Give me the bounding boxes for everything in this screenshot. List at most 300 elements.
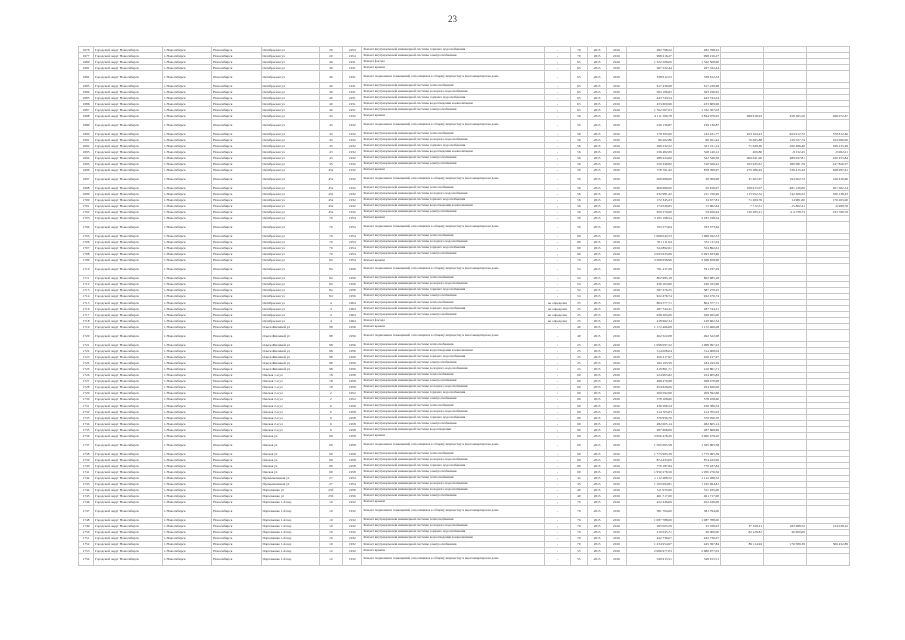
city-cell: г. Новосибирск bbox=[162, 299, 211, 305]
cost-total-cell: 778 791,92 bbox=[626, 167, 673, 173]
wear-value-cell: 69 bbox=[570, 239, 587, 245]
district-cell: Новосибирск bbox=[212, 318, 261, 324]
street-cell: Октябрьская ул bbox=[261, 47, 319, 53]
build-year-cell: 1931 bbox=[343, 107, 362, 113]
city-cell: г. Новосибирск bbox=[162, 251, 211, 257]
work-type-cell: Ремонт внутридомовой инженерной системы холодного водоснабжения bbox=[362, 191, 545, 197]
municipality-cell: Городской округ Новосибирск bbox=[94, 233, 163, 239]
wear-value-cell: 69 bbox=[570, 439, 587, 451]
cost-extra-3-cell: 233 769,76 bbox=[806, 209, 849, 215]
cost-main-cell: 511 935,00 bbox=[673, 487, 720, 493]
district-cell: Новосибирск bbox=[212, 191, 261, 197]
work-type-cell: Ремонт внутридомовой инженерной системы электроснабжения bbox=[362, 378, 545, 384]
area-note-cell: - bbox=[545, 427, 571, 433]
work-type-cell: Ремонт внутридомовой инженерной системы холодного водоснабжения bbox=[362, 409, 545, 415]
end-year-cell: 2016 bbox=[607, 409, 626, 415]
street-cell: Омская ул bbox=[261, 457, 319, 463]
end-year-cell: 2016 bbox=[607, 554, 626, 566]
end-year-cell: 2016 bbox=[607, 197, 626, 203]
end-year-cell: 2016 bbox=[607, 215, 626, 221]
street-cell: Октябрьская ул bbox=[261, 149, 319, 155]
municipality-cell: Городской округ Новосибирск bbox=[94, 360, 163, 366]
cost-extra-1-cell: 71 638,36 bbox=[721, 143, 764, 149]
end-year-cell: 2016 bbox=[607, 324, 626, 330]
house-number-cell: 25б bbox=[319, 493, 343, 499]
district-cell: Новосибирск bbox=[212, 439, 261, 451]
area-note-cell: не определен bbox=[545, 312, 571, 318]
area-note-cell: - bbox=[545, 137, 571, 143]
start-year-cell: 2015 bbox=[587, 306, 606, 312]
start-year-cell: 2015 bbox=[587, 209, 606, 215]
wear-value-cell: 25 bbox=[570, 360, 587, 366]
cost-total-cell: 416 861,71 bbox=[626, 366, 673, 372]
start-year-cell: 2015 bbox=[587, 481, 606, 487]
work-type-cell: Ремонт внутридомовой инженерной системы холодного водоснабжения bbox=[362, 457, 545, 463]
municipality-cell: Городской округ Новосибирск bbox=[94, 475, 163, 481]
cost-total-cell: 1 172 466,08 bbox=[626, 324, 673, 330]
work-type-cell: Ремонт внутридомовой инженерной системы холодного водоснабжения bbox=[362, 523, 545, 529]
capital-repair-table bbox=[78, 46, 850, 604]
build-year-cell: 1932 bbox=[343, 541, 362, 547]
row-number-cell: 1700 bbox=[79, 197, 94, 203]
end-year-cell: 2016 bbox=[607, 523, 626, 529]
cost-extra-2-cell: -2 4 758,73 bbox=[764, 209, 807, 215]
area-note-cell: - bbox=[545, 71, 571, 83]
cost-main-cell: 267 532,44 bbox=[673, 65, 720, 71]
work-type-cell: Ремонт внутридомовой инженерной системы электроснабжения bbox=[362, 360, 545, 366]
cost-extra-2-cell bbox=[764, 71, 807, 83]
street-cell: Октябрьская ул bbox=[261, 65, 319, 71]
start-year-cell: 2015 bbox=[587, 119, 606, 131]
end-year-cell: 2016 bbox=[607, 529, 626, 535]
house-number-cell: 84 bbox=[319, 287, 343, 293]
street-cell: Пархоменко 1-й пер bbox=[261, 529, 319, 535]
street-cell: Октябрьская ул bbox=[261, 59, 319, 65]
build-year-cell: 1932 bbox=[343, 149, 362, 155]
municipality-cell: Городской округ Новосибирск bbox=[94, 251, 163, 257]
cost-total-cell: 482 605,14 bbox=[626, 421, 673, 427]
start-year-cell: 2015 bbox=[587, 191, 606, 197]
house-number-cell: 6 bbox=[319, 427, 343, 433]
build-year-cell: 1954 bbox=[343, 251, 362, 257]
row-number-cell: 1680 bbox=[79, 59, 94, 65]
house-number-cell: 70 bbox=[319, 215, 343, 221]
build-year-cell: 1964 bbox=[343, 318, 362, 324]
area-note-cell: - bbox=[545, 372, 571, 378]
work-type-cell: Ремонт крыши bbox=[362, 167, 545, 173]
end-year-cell: 2016 bbox=[607, 251, 626, 257]
municipality-cell: Городской округ Новосибирск bbox=[94, 378, 163, 384]
cost-main-cell: 436 163,60 bbox=[673, 281, 720, 287]
wear-value-cell: 65 bbox=[570, 82, 587, 88]
cost-total-cell: 338 612,53 bbox=[626, 71, 673, 83]
cost-total-cell: 178 395,60 bbox=[626, 131, 673, 137]
municipality-cell: Городской округ Новосибирск bbox=[94, 402, 163, 408]
end-year-cell: 2016 bbox=[607, 463, 626, 469]
city-cell: г. Новосибирск bbox=[162, 215, 211, 221]
city-cell: г. Новосибирск bbox=[162, 82, 211, 88]
cost-main-cell: 2 686 977,03 bbox=[673, 548, 720, 554]
area-note-cell: - bbox=[545, 433, 571, 439]
district-cell: Новосибирск bbox=[212, 47, 261, 53]
street-cell: Ольги Жилиной ул bbox=[261, 348, 319, 354]
wear-value-cell: 49 bbox=[570, 487, 587, 493]
start-year-cell: 2015 bbox=[587, 113, 606, 119]
house-number-cell: 45а bbox=[319, 191, 343, 197]
street-cell: Пархоменко 1-й пер bbox=[261, 548, 319, 554]
house-number-cell: 43 bbox=[319, 113, 343, 119]
area-note-cell: - bbox=[545, 53, 571, 59]
work-type-cell: Ремонт крыши bbox=[362, 215, 545, 221]
city-cell: г. Новосибирск bbox=[162, 287, 211, 293]
cost-main-cell: 239 136,87 bbox=[673, 119, 720, 131]
street-cell: Октябрьская ул bbox=[261, 306, 319, 312]
cost-extra-1-cell: 115 952,52 bbox=[721, 191, 764, 197]
row-number-cell: 1743 bbox=[79, 481, 94, 487]
work-type-cell: Ремонт внутридомовой инженерной системы горячего водоснабжения bbox=[362, 390, 545, 396]
cost-extra-1-cell bbox=[721, 330, 764, 342]
city-cell: г. Новосибирск bbox=[162, 245, 211, 251]
municipality-cell: Городской округ Новосибирск bbox=[94, 463, 163, 469]
area-note-cell: не определен bbox=[545, 299, 571, 305]
row-number-cell: 1727 bbox=[79, 378, 94, 384]
street-cell: Пархоменко ул bbox=[261, 493, 319, 499]
city-cell: г. Новосибирск bbox=[162, 137, 211, 143]
end-year-cell: 2016 bbox=[607, 137, 626, 143]
cost-main-cell: 442 736,07 bbox=[673, 535, 720, 541]
street-cell: Омская 2-я ул bbox=[261, 396, 319, 402]
table-row bbox=[79, 264, 850, 276]
end-year-cell: 2016 bbox=[607, 245, 626, 251]
cost-main-cell: 211 726,96 bbox=[673, 191, 720, 197]
area-note-cell: - bbox=[545, 107, 571, 113]
end-year-cell: 2016 bbox=[607, 155, 626, 161]
city-cell: г. Новосибирск bbox=[162, 390, 211, 396]
municipality-cell: Городской округ Новосибирск bbox=[94, 209, 163, 215]
area-note-cell: - bbox=[545, 366, 571, 372]
cost-total-cell: 209 592,66 bbox=[626, 390, 673, 396]
municipality-cell: Городской округ Новосибирск bbox=[94, 548, 163, 554]
cost-total-cell: 250 249,82 bbox=[626, 161, 673, 167]
municipality-cell: Городской округ Новосибирск bbox=[94, 469, 163, 475]
start-year-cell: 2015 bbox=[587, 415, 606, 421]
build-year-cell: 1932 bbox=[343, 167, 362, 173]
cost-extra-2-cell: -624 012,72 bbox=[764, 131, 807, 137]
start-year-cell: 2015 bbox=[587, 287, 606, 293]
end-year-cell: 2016 bbox=[607, 82, 626, 88]
row-number-cell: 1732 bbox=[79, 409, 94, 415]
work-type-cell: Ремонт внутридомовой инженерной системы теплоснабжения bbox=[362, 342, 545, 348]
work-type-cell: Ремонт внутридомовой инженерной системы теплоснабжения bbox=[362, 372, 545, 378]
district-cell: Новосибирск bbox=[212, 203, 261, 209]
municipality-cell: Городской округ Новосибирск bbox=[94, 384, 163, 390]
street-cell: Октябрьская ул bbox=[261, 209, 319, 215]
area-note-cell: - bbox=[545, 82, 571, 88]
street-cell: Октябрьская ул bbox=[261, 143, 319, 149]
start-year-cell: 2015 bbox=[587, 299, 606, 305]
work-type-cell: Ремонт внутридомовой инженерной системы водоотведения и канализации bbox=[362, 203, 545, 209]
cost-total-cell: 239 136,87 bbox=[626, 119, 673, 131]
city-cell: г. Новосибирск bbox=[162, 306, 211, 312]
start-year-cell: 2015 bbox=[587, 433, 606, 439]
city-cell: г. Новосибирск bbox=[162, 354, 211, 360]
work-type-cell: Ремонт внутридомовой инженерной системы водоотведения и канализации bbox=[362, 348, 545, 354]
cost-main-cell: 433 609,96 bbox=[673, 101, 720, 107]
street-cell: Ольги Жилиной ул bbox=[261, 354, 319, 360]
cost-total-cell: 224 905,82 bbox=[626, 372, 673, 378]
street-cell: Октябрьская ул bbox=[261, 221, 319, 233]
municipality-cell: Городской округ Новосибирск bbox=[94, 505, 163, 517]
row-number-cell: 1689 bbox=[79, 119, 94, 131]
municipality-cell: Городской округ Новосибирск bbox=[94, 348, 163, 354]
work-type-cell: Ремонт крыши bbox=[362, 257, 545, 263]
cost-extra-1-cell: 406,80 bbox=[721, 149, 764, 155]
work-type-cell: Ремонт внутридомовой инженерной системы горячего водоснабжения bbox=[362, 463, 545, 469]
start-year-cell: 2015 bbox=[587, 342, 606, 348]
table-row bbox=[79, 439, 850, 451]
cost-total-cell: 1 950 276,56 bbox=[626, 469, 673, 475]
end-year-cell: 2016 bbox=[607, 348, 626, 354]
municipality-cell: Городской округ Новосибирск bbox=[94, 499, 163, 505]
street-cell: Ольги Жилиной ул bbox=[261, 342, 319, 348]
cost-main-cell: 209 592,66 bbox=[673, 390, 720, 396]
row-number-cell: 1735 bbox=[79, 427, 94, 433]
cost-extra-2-cell bbox=[764, 264, 807, 276]
work-type-cell: Ремонт фасада bbox=[362, 59, 545, 65]
start-year-cell: 2015 bbox=[587, 475, 606, 481]
municipality-cell: Городской округ Новосибирск bbox=[94, 245, 163, 251]
row-number-cell: 1719 bbox=[79, 324, 94, 330]
row-number-cell: 1692 bbox=[79, 143, 94, 149]
district-cell: Новосибирск bbox=[212, 469, 261, 475]
cost-extra-3-cell: 430 453,84 bbox=[806, 155, 849, 161]
area-note-cell: - bbox=[545, 409, 571, 415]
cost-main-cell: 287 668,69 bbox=[673, 427, 720, 433]
district-cell: Новосибирск bbox=[212, 131, 261, 137]
city-cell: г. Новосибирск bbox=[162, 421, 211, 427]
house-number-cell: 40 bbox=[319, 107, 343, 113]
start-year-cell: 2015 bbox=[587, 185, 606, 191]
row-number-cell: 1694 bbox=[79, 155, 94, 161]
start-year-cell: 2015 bbox=[587, 264, 606, 276]
municipality-cell: Городской округ Новосибирск bbox=[94, 65, 163, 71]
cost-extra-2-cell: 176 589,39 bbox=[764, 541, 807, 547]
build-year-cell: 1932 bbox=[343, 517, 362, 523]
cost-main-cell: 638 265,00 bbox=[673, 312, 720, 318]
house-number-cell: 45а bbox=[319, 203, 343, 209]
cost-extra-2-cell: 14 981,60 bbox=[764, 197, 807, 203]
street-cell: Октябрьская ул bbox=[261, 155, 319, 161]
cost-extra-3-cell: 124 038,22 bbox=[806, 523, 849, 529]
house-number-cell: 40 bbox=[319, 101, 343, 107]
cost-total-cell: 3 183 198,54 bbox=[626, 215, 673, 221]
street-cell: Пархоменко 1-й пер bbox=[261, 523, 319, 529]
municipality-cell: Городской округ Новосибирск bbox=[94, 330, 163, 342]
build-year-cell: 1954 bbox=[343, 475, 362, 481]
municipality-cell: Городской округ Новосибирск bbox=[94, 264, 163, 276]
wear-value-cell: 25 bbox=[570, 348, 587, 354]
municipality-cell: Городской округ Новосибирск bbox=[94, 113, 163, 119]
wear-value-cell: 56 bbox=[570, 209, 587, 215]
cost-total-cell: 418 662,34 bbox=[626, 318, 673, 324]
house-number-cell: 70 bbox=[319, 251, 343, 257]
build-year-cell: 1932 bbox=[343, 209, 362, 215]
municipality-cell: Городской округ Новосибирск bbox=[94, 372, 163, 378]
row-number-cell: 1730 bbox=[79, 396, 94, 402]
start-year-cell: 2015 bbox=[587, 71, 606, 83]
work-type-cell: Ремонт внутридомовой инженерной системы электроснабжения bbox=[362, 53, 545, 59]
end-year-cell: 2016 bbox=[607, 221, 626, 233]
street-cell: Пархоменко 1-й пер bbox=[261, 517, 319, 523]
city-cell: г. Новосибирск bbox=[162, 529, 211, 535]
area-note-cell: - bbox=[545, 119, 571, 131]
street-cell: Октябрьская ул bbox=[261, 264, 319, 276]
municipality-cell: Городской округ Новосибирск bbox=[94, 131, 163, 137]
end-year-cell: 2016 bbox=[607, 535, 626, 541]
build-year-cell: 1956 bbox=[343, 293, 362, 299]
work-type-cell: Ремонт внутридомовой инженерной системы теплоснабжения bbox=[362, 475, 545, 481]
row-number-cell: 1712 bbox=[79, 281, 94, 287]
end-year-cell: 2016 bbox=[607, 360, 626, 366]
wear-value-cell: 79 bbox=[570, 53, 587, 59]
city-cell: г. Новосибирск bbox=[162, 53, 211, 59]
cost-extra-3-cell: 147 826,57 bbox=[806, 161, 849, 167]
end-year-cell: 2016 bbox=[607, 203, 626, 209]
municipality-cell: Городской округ Новосибирск bbox=[94, 487, 163, 493]
district-cell: Новосибирск bbox=[212, 233, 261, 239]
district-cell: Новосибирск bbox=[212, 173, 261, 185]
end-year-cell: 2016 bbox=[607, 342, 626, 348]
work-type-cell: Ремонт внутридомовой инженерной системы теплоснабжения bbox=[362, 275, 545, 281]
district-cell: Новосибирск bbox=[212, 209, 261, 215]
area-note-cell: - bbox=[545, 505, 571, 517]
district-cell: Новосибирск bbox=[212, 415, 261, 421]
cost-main-cell: 791 237,29 bbox=[673, 264, 720, 276]
district-cell: Новосибирск bbox=[212, 505, 261, 517]
cost-main-cell: 770 187,84 bbox=[673, 463, 720, 469]
end-year-cell: 2016 bbox=[607, 131, 626, 137]
row-number-cell: 1701 bbox=[79, 203, 94, 209]
cost-extra-2-cell bbox=[764, 330, 807, 342]
municipality-cell: Городской округ Новосибирск bbox=[94, 390, 163, 396]
work-type-cell: Ремонт внутридомовой инженерной системы теплоснабжения bbox=[362, 82, 545, 88]
area-note-cell: - bbox=[545, 415, 571, 421]
cost-main-cell: 287 744,31 bbox=[673, 306, 720, 312]
start-year-cell: 2015 bbox=[587, 469, 606, 475]
cost-main-cell: 342 546,59 bbox=[673, 155, 720, 161]
end-year-cell: 2016 bbox=[607, 185, 626, 191]
house-number-cell: 98 bbox=[319, 324, 343, 330]
city-cell: г. Новосибирск bbox=[162, 312, 211, 318]
start-year-cell: 2015 bbox=[587, 239, 606, 245]
row-number-cell: 1717 bbox=[79, 312, 94, 318]
wear-value-cell: 49 bbox=[570, 330, 587, 342]
cost-extra-1-cell: 469 041,99 bbox=[721, 155, 764, 161]
work-type-cell: Ремонт внутридомовой инженерной системы водоотведения и канализации bbox=[362, 535, 545, 541]
city-cell: г. Новосибирск bbox=[162, 523, 211, 529]
district-cell: Новосибирск bbox=[212, 529, 261, 535]
street-cell: Омская 2-я ул bbox=[261, 415, 319, 421]
work-type-cell: Ремонт внутридомовой инженерной системы электроснабжения bbox=[362, 161, 545, 167]
city-cell: г. Новосибирск bbox=[162, 119, 211, 131]
work-type-cell: Ремонт внутридомовой инженерной системы горячего водоснабжения bbox=[362, 415, 545, 421]
area-note-cell: - bbox=[545, 281, 571, 287]
build-year-cell: 1956 bbox=[343, 487, 362, 493]
municipality-cell: Городской округ Новосибирск bbox=[94, 239, 163, 245]
start-year-cell: 2015 bbox=[587, 107, 606, 113]
build-year-cell: 1954 bbox=[343, 53, 362, 59]
work-type-cell: Ремонт внутридомовой инженерной системы теплоснабжения bbox=[362, 402, 545, 408]
municipality-cell: Городской округ Новосибирск bbox=[94, 427, 163, 433]
street-cell: Октябрьская ул bbox=[261, 318, 319, 324]
cost-total-cell: 498 476,98 bbox=[626, 378, 673, 384]
build-year-cell: 1956 bbox=[343, 360, 362, 366]
row-number-cell: 1716 bbox=[79, 306, 94, 312]
area-note-cell: - bbox=[545, 548, 571, 554]
house-number-cell: 40 bbox=[319, 89, 343, 95]
wear-value-cell: 79 bbox=[570, 529, 587, 535]
cost-main-cell: 314 008,04 bbox=[673, 348, 720, 354]
cost-main-cell: 328 140,12 bbox=[673, 149, 720, 155]
start-year-cell: 2015 bbox=[587, 324, 606, 330]
area-note-cell: - bbox=[545, 215, 571, 221]
area-note-cell: - bbox=[545, 469, 571, 475]
start-year-cell: 2015 bbox=[587, 493, 606, 499]
cost-extra-2-cell bbox=[764, 505, 807, 517]
municipality-cell: Городской округ Новосибирск bbox=[94, 457, 163, 463]
build-year-cell: 1932 bbox=[343, 548, 362, 554]
area-note-cell: - bbox=[545, 421, 571, 427]
area-note-cell: - bbox=[545, 541, 571, 547]
start-year-cell: 2015 bbox=[587, 95, 606, 101]
house-number-cell: 43 bbox=[319, 137, 343, 143]
end-year-cell: 2016 bbox=[607, 451, 626, 457]
cost-main-cell: 998 216,27 bbox=[673, 53, 720, 59]
build-year-cell: 1932 bbox=[343, 197, 362, 203]
end-year-cell: 2016 bbox=[607, 275, 626, 281]
municipality-cell: Городской округ Новосибирск bbox=[94, 421, 163, 427]
work-type-cell: Ремонт подвальных помещений, относящихся к общему имуществу в многоквартирном доме bbox=[362, 264, 545, 276]
cost-extra-3-cell: 176 263,00 bbox=[806, 197, 849, 203]
district-cell: Новосибирск bbox=[212, 499, 261, 505]
row-number-cell: 1702 bbox=[79, 209, 94, 215]
cost-extra-1-cell: 223 164,43 bbox=[721, 131, 764, 137]
start-year-cell: 2015 bbox=[587, 548, 606, 554]
wear-value-cell: 54 bbox=[570, 264, 587, 276]
city-cell: г. Новосибирск bbox=[162, 475, 211, 481]
table-row bbox=[79, 505, 850, 517]
district-cell: Новосибирск bbox=[212, 82, 261, 88]
cost-total-cell: 287 668,69 bbox=[626, 427, 673, 433]
cost-extra-1-cell: 270 286,63 bbox=[721, 167, 764, 173]
house-number-cell: 69 bbox=[319, 457, 343, 463]
end-year-cell: 2016 bbox=[607, 53, 626, 59]
row-number-cell: 1707 bbox=[79, 245, 94, 251]
build-year-cell: 1958 bbox=[343, 451, 362, 457]
house-number-cell: 10 bbox=[319, 535, 343, 541]
city-cell: г. Новосибирск bbox=[162, 517, 211, 523]
end-year-cell: 2016 bbox=[607, 390, 626, 396]
row-number-cell: 1751 bbox=[79, 535, 94, 541]
city-cell: г. Новосибирск bbox=[162, 149, 211, 155]
cost-main-cell: 1 950 276,56 bbox=[673, 469, 720, 475]
cost-main-cell: 214 705,03 bbox=[673, 409, 720, 415]
district-cell: Новосибирск bbox=[212, 451, 261, 457]
area-note-cell: - bbox=[545, 493, 571, 499]
wear-value-cell: 25 bbox=[570, 312, 587, 318]
area-note-cell: - bbox=[545, 65, 571, 71]
work-type-cell: Ремонт внутридомовой инженерной системы холодного водоснабжения bbox=[362, 366, 545, 372]
